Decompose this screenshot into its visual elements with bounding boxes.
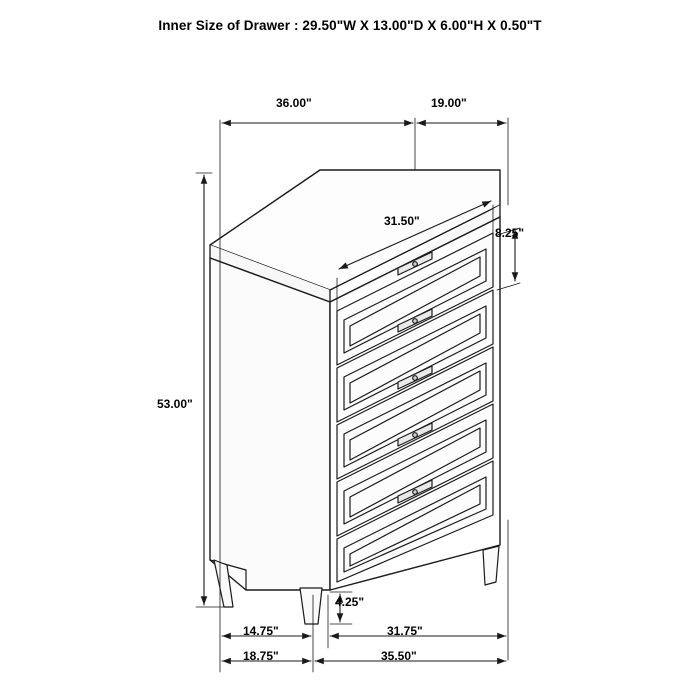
dim-base-front-width: 31.75" bbox=[387, 624, 423, 638]
dim-base-side-depth: 14.75" bbox=[243, 624, 279, 638]
dim-top-width: 36.00" bbox=[276, 96, 312, 110]
dim-drawer-front-width: 31.50" bbox=[384, 214, 420, 228]
dim-overall-height: 53.00" bbox=[157, 397, 193, 411]
page-title: Inner Size of Drawer : 29.50"W X 13.00"D X 6.00"H X 0.50"T bbox=[158, 18, 542, 33]
dim-base-front-width-outer: 35.50" bbox=[381, 649, 417, 663]
dim-top-depth: 19.00" bbox=[431, 96, 467, 110]
dim-drawer-front-height: 8.25" bbox=[495, 226, 525, 240]
dim-leg-height: 4.25" bbox=[335, 595, 365, 609]
dim-base-side-depth-outer: 18.75" bbox=[243, 649, 279, 663]
